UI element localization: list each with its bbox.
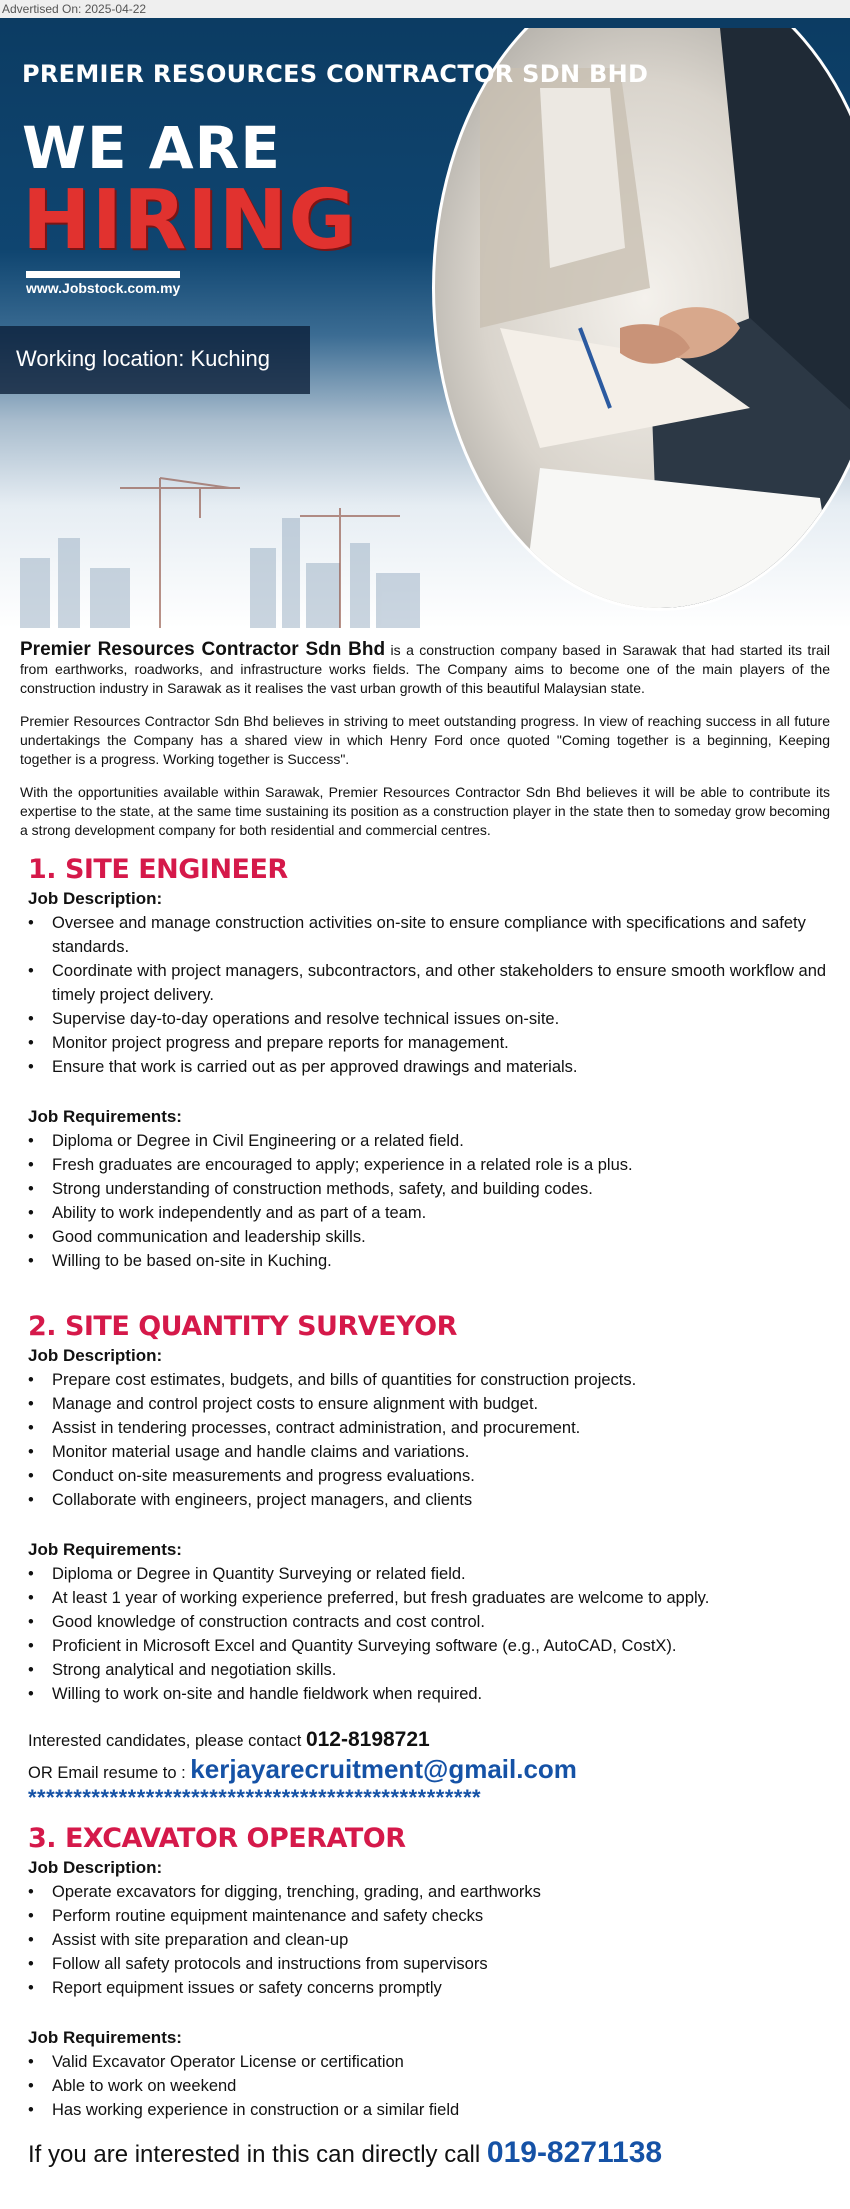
list-item: • Proficient in Microsoft Excel and Quantity Surveying software (e.g., AutoCAD, CostX). <box>52 1634 834 1658</box>
list-item: • Diploma or Degree in Civil Engineering or a related field. <box>52 1129 834 1153</box>
list-item: • Prepare cost estimates, budgets, and bills of quantities for construction projects. <box>52 1368 834 1392</box>
final-call-to-action <box>0 2136 850 2170</box>
list-item: • Assist in tendering processes, contract administration, and procurement. <box>52 1416 834 1440</box>
job-title: 2. SITE QUANTITY SURVEYOR <box>28 1311 457 1342</box>
job-description-list <box>28 1368 834 1512</box>
list-item: • Diploma or Degree in Quantity Surveying or related field. <box>52 1562 834 1586</box>
list-item: • Oversee and manage construction activities on-site to ensure compliance with specifications and safety standards. <box>52 911 834 959</box>
list-item: • Strong analytical and negotiation skills. <box>52 1658 834 1682</box>
list-item: • Ensure that work is carried out as per approved drawings and materials. <box>52 1055 834 1079</box>
list-item: • Supervise day-to-day operations and resolve technical issues on-site. <box>52 1007 834 1031</box>
contact-section <box>0 1726 850 1809</box>
list-item: • Monitor material usage and handle claims and variations. <box>52 1440 834 1464</box>
job-requirements-list <box>28 1562 834 1706</box>
star-divider: ************************************************** <box>28 1785 482 1810</box>
list-item: • Coordinate with project managers, subcontractors, and other stakeholders to ensure smooth workflow and timely project delivery. <box>52 959 834 1007</box>
job-site-engineer <box>0 854 850 1273</box>
intro-paragraph-3: With the opportunities available within Sarawak, Premier Resources Contractor Sdn Bhd believes it will be able to contribute its expertise to the state, at the same time sustaining its position as a construction player in the state then to someday grow becoming a strong development company for both residential and commercial centres. <box>20 784 830 838</box>
contact-email-line <box>28 1755 850 1787</box>
heading-underline <box>26 271 180 278</box>
job-title: 3. EXCAVATOR OPERATOR <box>28 1823 406 1854</box>
list-item: • Conduct on-site measurements and progress evaluations. <box>52 1464 834 1488</box>
job-requirements-list <box>28 2050 834 2122</box>
job-requirements-heading: Job Requirements: <box>28 1540 182 1559</box>
job-description-heading: Job Description: <box>28 889 163 908</box>
list-item: • Perform routine equipment maintenance and safety checks <box>52 1904 834 1928</box>
job-requirements-heading: Job Requirements: <box>28 2028 182 2047</box>
intro-paragraph-2: Premier Resources Contractor Sdn Bhd believes in striving to meet outstanding progress. In view of reaching success in all future undertakings the Company has a shared view in which Henry Ford once quoted "Coming together is a beginning, Keeping together is a progress. Working together is Success". <box>20 713 830 767</box>
job-excavator-operator <box>0 1823 850 2122</box>
job-requirements-heading: Job Requirements: <box>28 1107 182 1126</box>
intro-paragraph-1 <box>0 640 850 698</box>
contact-email-link[interactable]: kerjayarecruitment@gmail.com <box>190 1754 577 1784</box>
job-title: 1. SITE ENGINEER <box>28 854 288 885</box>
contact-phone-line <box>28 1726 850 1755</box>
list-item: • Operate excavators for digging, trenching, grading, and earthworks <box>52 1880 834 1904</box>
company-title: PREMIER RESOURCES CONTRACTOR SDN BHD <box>22 60 649 88</box>
list-item: • Strong understanding of construction methods, safety, and building codes. <box>52 1177 834 1201</box>
website-link[interactable]: www.Jobstock.com.my <box>26 280 181 296</box>
location-banner <box>0 326 310 394</box>
hiring-heading: HIRING <box>22 173 357 268</box>
list-item: • Assist with site preparation and clean-up <box>52 1928 834 1952</box>
list-item: • Able to work on weekend <box>52 2074 834 2098</box>
working-location: Working location: Kuching <box>16 346 270 371</box>
advertised-date: Advertised On: 2025-04-22 <box>0 0 850 18</box>
job-description-list <box>28 911 834 1079</box>
handshake-photo <box>420 28 850 628</box>
ad-content <box>0 628 850 2170</box>
job-description-heading: Job Description: <box>28 1346 163 1365</box>
list-item: • Report equipment issues or safety concerns promptly <box>52 1976 834 2000</box>
we-are-heading: WE ARE <box>22 114 281 182</box>
list-item: • Fresh graduates are encouraged to apply; experience in a related role is a plus. <box>52 1153 834 1177</box>
list-item: • Willing to work on-site and handle fieldwork when required. <box>52 1682 834 1706</box>
list-item: • Collaborate with engineers, project managers, and clients <box>52 1488 834 1512</box>
list-item: • Ability to work independently and as part of a team. <box>52 1201 834 1225</box>
job-poster <box>0 18 850 2209</box>
list-item: • Monitor project progress and prepare reports for management. <box>52 1031 834 1055</box>
list-item: • Has working experience in construction or a similar field <box>52 2098 834 2122</box>
list-item: • Good knowledge of construction contracts and cost control. <box>52 1610 834 1634</box>
construction-skyline-graphic <box>0 448 480 628</box>
list-item: • Good communication and leadership skills. <box>52 1225 834 1249</box>
contact-phone-number[interactable]: 012-8198721 <box>305 1728 430 1751</box>
list-item: • At least 1 year of working experience preferred, but fresh graduates are welcome to apply. <box>52 1586 834 1610</box>
list-item: • Manage and control project costs to ensure alignment with budget. <box>52 1392 834 1416</box>
intro-paragraph-1-text: is a construction company based in Sarawak that had started its trail from earthworks, roadworks, and infrastructure works fields. The Company aims to become one of the main players of the construction industry in Sarawak as it realises the vast urban growth of this beautiful Malaysian state. <box>20 642 830 696</box>
final-phone-number[interactable]: 019-8271138 <box>486 2136 663 2169</box>
job-description-heading: Job Description: <box>28 1858 163 1877</box>
final-call-text: If you are interested in this can directly call <box>28 2141 487 2168</box>
contact-phone-label: Interested candidates, please contact <box>28 1732 306 1750</box>
list-item: • Follow all safety protocols and instructions from supervisors <box>52 1952 834 1976</box>
company-name-bold: Premier Resources Contractor Sdn Bhd <box>20 639 386 660</box>
job-site-quantity-surveyor <box>0 1311 850 1706</box>
hero-banner <box>0 18 850 628</box>
job-description-list <box>28 1880 834 2000</box>
contact-email-label: OR Email resume to : <box>28 1764 191 1782</box>
job-requirements-list <box>28 1129 834 1273</box>
list-item: • Willing to be based on-site in Kuching. <box>52 1249 834 1273</box>
company-intro <box>0 628 850 840</box>
list-item: • Valid Excavator Operator License or certification <box>52 2050 834 2074</box>
